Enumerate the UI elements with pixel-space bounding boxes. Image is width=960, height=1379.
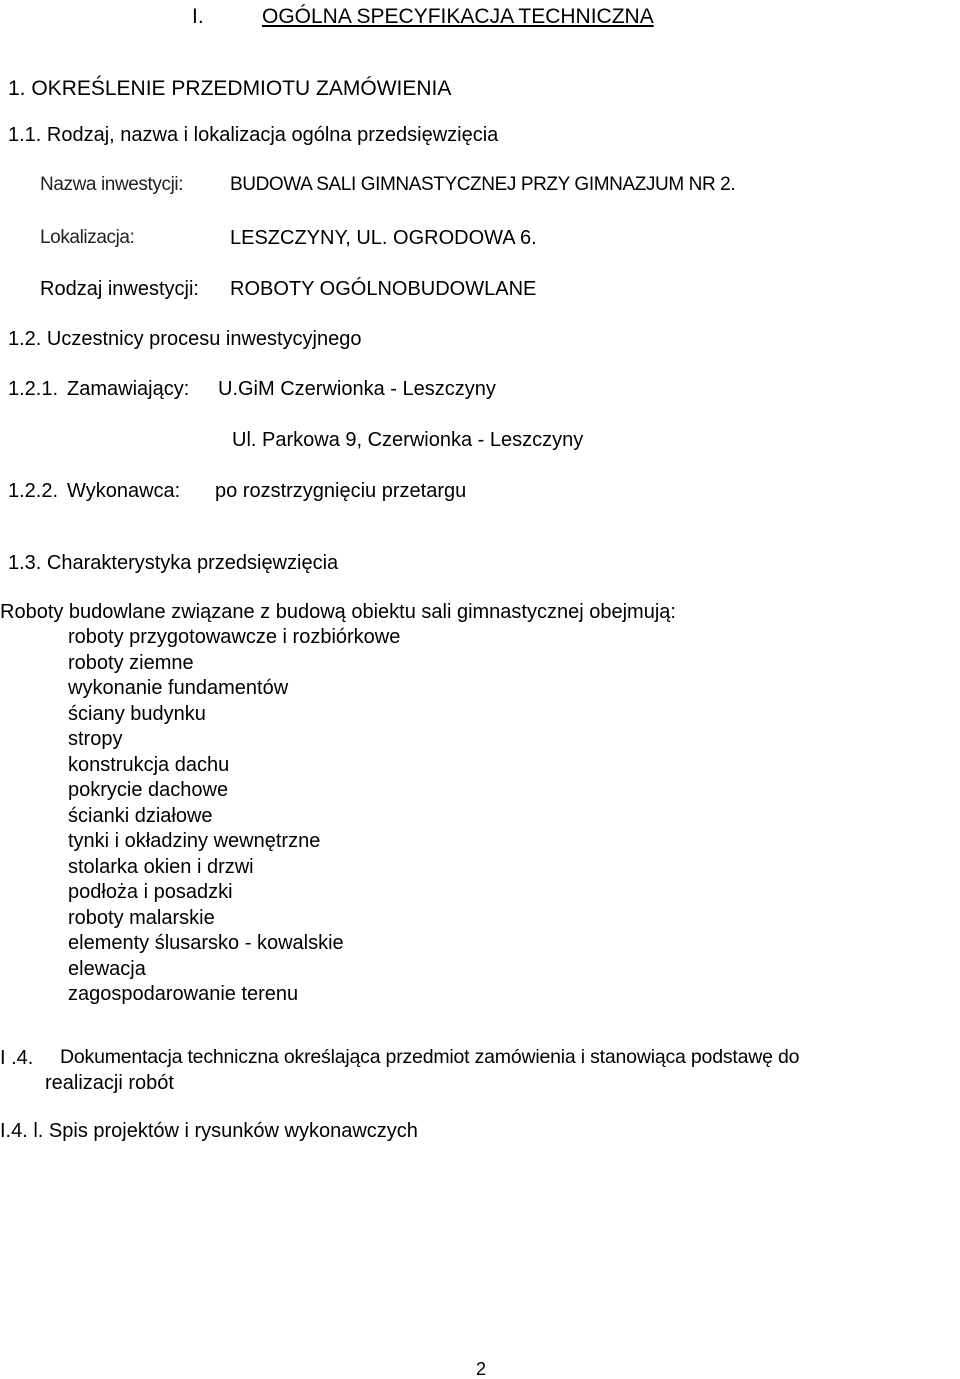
- list-item: tynki i okładziny wewnętrzne: [68, 830, 321, 852]
- contractor-value: po rozstrzygnięciu przetargu: [215, 480, 467, 502]
- list-item: elewacja: [68, 957, 146, 980]
- section-1-4-heading-line2: realizacji robót: [45, 1072, 174, 1094]
- list-item: pokrycie dachowe: [68, 779, 229, 801]
- investor-label: Zamawiający:: [67, 378, 190, 400]
- chapter-number: I.: [192, 5, 204, 28]
- list-item: ściany budynku: [68, 702, 206, 725]
- chapter-title: OGÓLNA SPECYFIKACJA TECHNICZNA: [262, 5, 654, 28]
- list-item: roboty malarskie: [68, 906, 215, 929]
- list-item: podłoża i posadzki: [68, 881, 233, 903]
- list-item: zagospodarowanie terenu: [68, 983, 299, 1005]
- investor-name: U.GiM Czerwionka - Leszczyny: [218, 378, 496, 400]
- investment-name-value: BUDOWA SALI GIMNASTYCZNEJ PRZY GIMNAZJUM NR 2.: [230, 174, 736, 195]
- list-item: stolarka okien i drzwi: [68, 855, 254, 878]
- section-1-4-number: I .4.: [0, 1047, 34, 1069]
- scope-intro: Roboty budowlane związane z budową obiektu sali gimnastycznej obejmują:: [0, 601, 676, 623]
- page-number: 2: [476, 1359, 487, 1379]
- section-1-1-heading: 1.1. Rodzaj, nazwa i lokalizacja ogólna przedsięwzięcia: [8, 124, 499, 146]
- location-label: Lokalizacja:: [40, 227, 135, 248]
- section-1-heading: 1. OKREŚLENIE PRZEDMIOTU ZAMÓWIENIA: [8, 77, 452, 100]
- investment-type-label: Rodzaj inwestycji:: [40, 278, 199, 300]
- section-1-2-heading: 1.2. Uczestnicy procesu inwestycyjnego: [8, 328, 362, 350]
- section-1-3-heading: 1.3. Charakterystyka przedsięwzięcia: [8, 552, 339, 574]
- investor-number: 1.2.1.: [8, 378, 59, 400]
- section-1-4-heading-line1: Dokumentacja techniczna określająca przedmiot zamówienia i stanowiąca podstawę do: [60, 1046, 800, 1068]
- list-item: elementy ślusarsko - kowalskie: [68, 932, 344, 954]
- location-value: LESZCZYNY, UL. OGRODOWA 6.: [230, 227, 537, 249]
- list-item: konstrukcja dachu: [68, 753, 230, 776]
- investment-type-value: ROBOTY OGÓLNOBUDOWLANE: [230, 278, 537, 300]
- contractor-number: 1.2.2.: [8, 480, 59, 502]
- scope-list: [68, 625, 400, 1008]
- contractor-label: Wykonawca:: [67, 480, 181, 502]
- list-item: wykonanie fundamentów: [68, 677, 289, 699]
- investor-address: Ul. Parkowa 9, Czerwionka - Leszczyny: [232, 429, 584, 451]
- list-item: stropy: [68, 728, 123, 750]
- section-1-4-1-heading: I.4. l. Spis projektów i rysunków wykonawczych: [0, 1120, 418, 1142]
- list-item: roboty przygotowawcze i rozbiórkowe: [68, 626, 401, 648]
- list-item: roboty ziemne: [68, 651, 194, 674]
- investment-name-label: Nazwa inwestycji:: [40, 174, 184, 195]
- list-item: ścianki działowe: [68, 804, 213, 827]
